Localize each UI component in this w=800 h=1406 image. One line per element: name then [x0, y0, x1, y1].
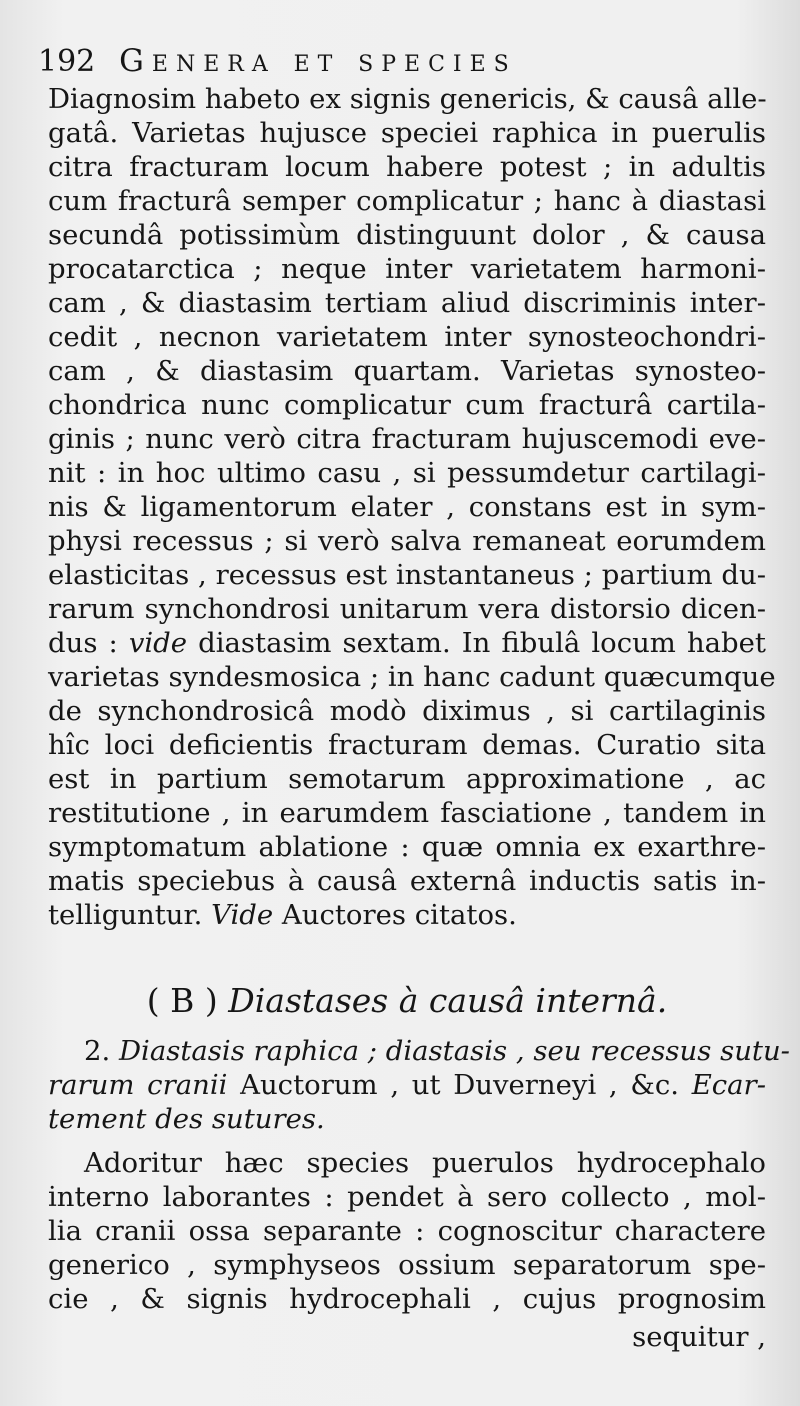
text-segment: Auctores citatos. — [273, 899, 517, 931]
text-line: symptomatum ablatione : quæ omnia ex exarthre- — [48, 831, 766, 863]
text-line: ginis ; nunc verò citra fracturam hujuscemodi eve- — [48, 423, 766, 455]
text-segment: Auctorum , ut Duverneyi , &c. — [227, 1069, 692, 1101]
text-line: hîc loci deficientis fracturam demas. Curatio sita — [48, 729, 766, 761]
text-segment: dus : — [48, 627, 129, 659]
entry-line — [48, 1034, 790, 1068]
section-heading — [48, 978, 766, 1024]
text-line: citra fracturam locum habere potest ; in adultis — [48, 151, 766, 183]
running-header — [38, 38, 778, 84]
text-line: physi recessus ; si verò salva remaneat eorumdem — [48, 525, 766, 557]
entry-line — [48, 1102, 766, 1136]
text-line — [48, 898, 766, 932]
text-line: rarum synchondrosi unitarum vera distorsio dicen- — [48, 593, 766, 625]
text-line: gatâ. Varietas hujusce speciei raphica in puerulis — [48, 117, 766, 149]
text-line: cam , & diastasim quartam. Varietas synosteo- — [48, 355, 766, 387]
text-segment: diastasim sextam. In fibulâ locum habet — [187, 627, 766, 659]
text-line: interno laborantes : pendet à sero collecto , mol- — [48, 1181, 766, 1213]
page-number: 192 — [38, 44, 96, 79]
text-line: cie , & signis hydrocephali , cujus prognosim — [48, 1283, 766, 1315]
entry-line — [48, 1068, 766, 1102]
entry-number: 2. — [84, 1035, 111, 1067]
text-line: cam , & diastasim tertiam aliud discriminis inter- — [48, 287, 766, 319]
text-line: Adoritur hæc species puerulos hydrocephalo — [84, 1147, 766, 1179]
text-line: nit : in hoc ultimo casu , si pessumdetur cartilagi- — [48, 457, 766, 489]
running-title: Genera et species — [119, 43, 517, 79]
text-line: elasticitas , recessus est instantaneus ; partium du- — [48, 559, 766, 591]
text-line: restitutione , in earumdem fasciatione , tandem in — [48, 797, 766, 829]
text-line: lia cranii ossa separante : cognoscitur charactere — [48, 1215, 766, 1247]
italic-segment: rarum cranii — [48, 1069, 228, 1101]
entry-title: Diastasis raphica ; diastasis , seu recessus sutu- — [119, 1035, 790, 1067]
text-line: secundâ potissimùm distinguunt dolor , & causa — [48, 219, 766, 251]
section-title: Diastases à causâ internâ. — [228, 981, 668, 1020]
italic-segment: Ecar- — [691, 1069, 766, 1101]
italic-segment: tement des sutures. — [48, 1103, 325, 1135]
text-line: generico , symphyseos ossium separatorum spe- — [48, 1249, 766, 1281]
catchword: sequitur , — [632, 1321, 766, 1353]
italic-word: vide — [128, 627, 188, 659]
section-label: ( B ) — [146, 981, 218, 1020]
text-line: cedit , necnon varietatem inter synosteochondri- — [48, 321, 766, 353]
text-line: nis & ligamentorum elater , constans est in sym- — [48, 491, 766, 523]
text-line: procatarctica ; neque inter varietatem harmoni- — [48, 253, 766, 285]
text-line — [48, 626, 766, 660]
text-line: varietas syndesmosica ; in hanc cadunt quæcumque — [48, 661, 776, 693]
text-line: cum fracturâ semper complicatur ; hanc à diastasi — [48, 185, 766, 217]
text-segment: telliguntur. — [48, 899, 212, 931]
text-line: chondrica nunc complicatur cum fracturâ cartila- — [48, 389, 766, 421]
text-line: matis speciebus à causâ externâ inductis satis in- — [48, 865, 766, 897]
text-line: de synchondrosicâ modò diximus , si cartilaginis — [48, 695, 766, 727]
italic-word: Vide — [211, 899, 274, 931]
text-line: est in partium semotarum approximatione , ac — [48, 763, 766, 795]
text-line: Diagnosim habeto ex signis genericis, & causâ alle- — [48, 83, 767, 115]
